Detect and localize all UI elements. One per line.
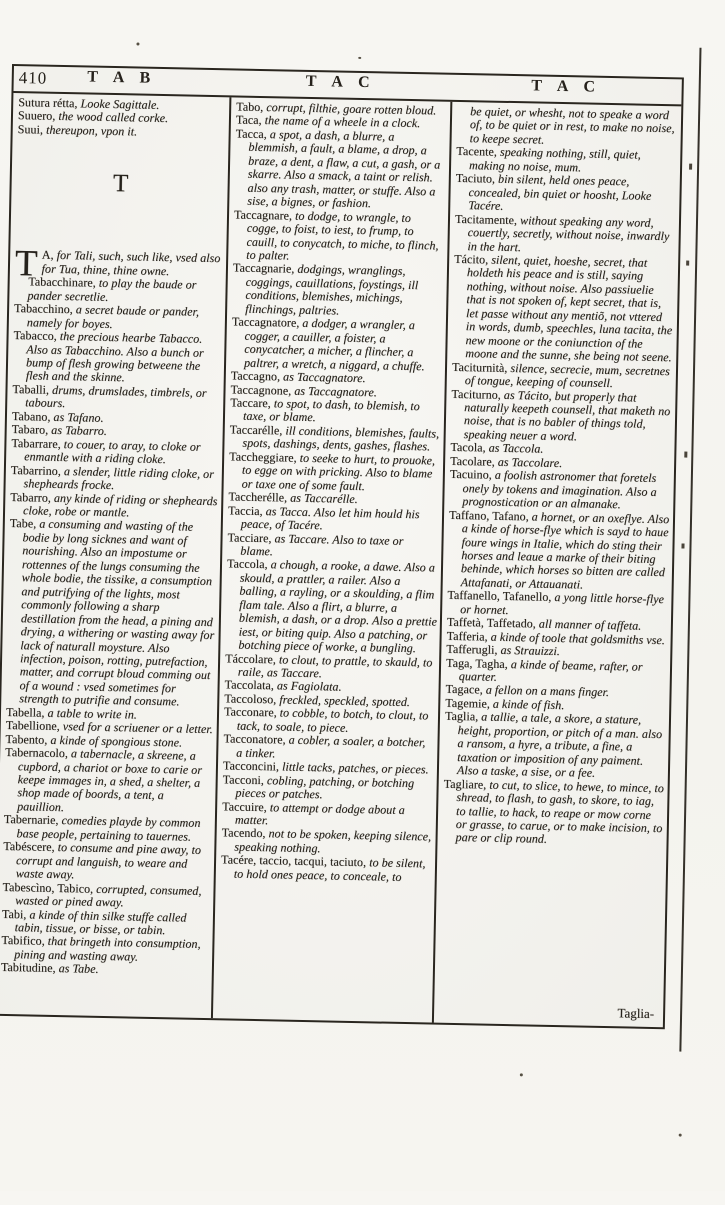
entry-headword: Tagace, xyxy=(445,682,486,698)
margin-mark xyxy=(686,261,689,266)
entry-headword: Taccagnare, xyxy=(233,207,296,223)
entry-headword: Sutura rétta, xyxy=(18,95,81,111)
entry-definition: vsed for a scriuener or a letter. xyxy=(62,719,213,737)
entry-headword: Taccola, xyxy=(226,556,271,572)
entry-headword: Tabellione, xyxy=(5,718,63,734)
entry-definition: a slender, little riding cloke, or shepheards frocke. xyxy=(23,463,215,493)
entry-definition: to seeke to hurt, to prouoke, to egge on with pricking. Also to blame or taxe one of some fault. xyxy=(241,450,436,493)
entry-headword: Taccagno, xyxy=(230,368,284,384)
entry-definition: Looke Sagittale. xyxy=(80,96,160,112)
entry-headword: Taga, Tagha, xyxy=(445,655,511,671)
entry-definition: a spot, a dash, a blurre, a blemmish, a fault, a blame, a drop, a braze, a dent, a flaw, a cut, a gash, or a skarre. Also a smack, a taint or relish. also any trash, matter, or stuffe. Also a sise, a bignes, or fashion. xyxy=(247,127,441,211)
entry-headword: Tacconcini, xyxy=(222,758,283,774)
entry-headword: Taccagnarie, xyxy=(232,260,298,277)
dictionary-entry xyxy=(442,777,664,849)
entry-headword: Tacére, taccio, tacqui, taciuto, xyxy=(220,852,370,870)
entry-definition: a consuming and wasting of the bodie by long sicknes and want of nourishing. Also an impostume or rottennes of the lungs consuming the whole bodie, the tissike, a consumption and putrifying of the lights, most commonly following a sharp destillation from the head, a pining and drying, a withering or wasting away for lack of naturall moysture. Also infection, poison, rotting, putrefaction, matter, and corrupt bloud comming out of a wound : vsed sometimes for strength to putrifie and consume. xyxy=(19,517,215,709)
entry-definition: the name of a wheele in a clock. xyxy=(264,113,421,131)
entry-headword: Tacconare, xyxy=(223,704,280,720)
entry-definition: a table to write in. xyxy=(47,705,138,722)
section-letter: T xyxy=(112,170,129,198)
dictionary-entry xyxy=(4,746,213,817)
entry-definition: without speaking any word, couertly, secretly, without noise, inwardly in the hart. xyxy=(467,212,670,254)
entry-definition: comedies playde by common base people, pertaining to tauernes. xyxy=(16,813,201,844)
dictionary-entry xyxy=(225,558,438,656)
entry-headword: Tacconi, xyxy=(222,771,268,787)
entry-definition: silence, secrecie, mum, secretnes of tongue, keeping of counsell. xyxy=(464,360,670,391)
entry-continuation xyxy=(456,105,678,150)
entry-definition: a kinde of thin silke stuffe called tabin, tissue, or bisse, or tabin. xyxy=(14,907,187,938)
entry-headword: Tabitudine, xyxy=(0,960,59,976)
dictionary-entry xyxy=(229,450,441,495)
entry-definition: as Fagiolata. xyxy=(276,678,342,695)
entry-definition: as Tabarro. xyxy=(51,423,108,439)
entry-definition: to cut, to slice, to hewe, to mince, to shread, to flash, to gash, to skore, to iag, to tallie, to hack, to reape or mow corne or grasse, to carue, or to make incision, to pare or clip round. xyxy=(455,777,665,847)
entry-definition: to consume and pine away, to corrupt and languish, to weare and waste away. xyxy=(15,840,202,882)
ink-speck xyxy=(358,57,361,59)
entry-headword: Tabaro, xyxy=(11,422,52,438)
margin-mark xyxy=(689,164,692,170)
entry-definition: as Tafano. xyxy=(53,409,104,425)
page-frame xyxy=(0,64,684,1029)
entry-headword: Suui, xyxy=(17,121,47,137)
entry-headword: Taccarélle, xyxy=(229,422,286,438)
dictionary-entry xyxy=(233,208,445,266)
entry-headword: Tácito, xyxy=(454,251,492,267)
entry-definition: corrupted, consumed, wasted or pined away. xyxy=(15,881,202,910)
entry-headword: Tabacco, xyxy=(13,328,60,344)
entry-headword: Taffano, Tafano, xyxy=(448,507,532,524)
entry-definition: to couer, to aray, to cloke or enmantle with a riding cloke. xyxy=(24,436,201,467)
entry-headword: A, xyxy=(41,247,57,263)
entry-definition: a yong little horse-flye or hornet. xyxy=(460,590,665,617)
dictionary-entry xyxy=(448,508,671,593)
column-1 xyxy=(0,93,229,1018)
entry-definition: to clout, to prattle, to skauld, to raile, as Taccare. xyxy=(237,652,433,681)
entry-definition: a tabernacle, a skreene, a cupbord, a chariot or boxe to carie or keepe immages in, a shed, a shelter, a shop made of boords, a tent, a pauillion. xyxy=(17,746,203,815)
entry-headword: Tabi, xyxy=(1,906,30,922)
entry-definition: as Tácito, but properly that naturally keepeth counsell, that maketh no noise, that is no babler of things told, speaking neuer a word. xyxy=(463,387,671,444)
entry-headword: Tabo, xyxy=(236,99,267,115)
entry-headword: Tacola, xyxy=(450,440,489,455)
entry-definition: a fellon on a mans finger. xyxy=(485,683,610,700)
entry-headword: Taciturno, xyxy=(451,386,505,402)
entry-headword: Taccagnone, xyxy=(230,381,295,398)
entry-definition: a kinde of beame, rafter, or quarter. xyxy=(458,656,643,684)
entry-headword: Tabarrino, xyxy=(10,462,65,478)
catchword: Taglia- xyxy=(617,1005,655,1022)
entry-headword: Taca, xyxy=(235,112,265,128)
entry-headword: Taccuire, xyxy=(222,798,270,814)
entry-headword: Taffetà, Taffetado, xyxy=(446,615,540,631)
entry-headword: Taciuto, xyxy=(455,171,499,187)
entry-headword: Tacolare, xyxy=(450,453,498,469)
entry-definition: the wood called corke. xyxy=(58,109,169,126)
entry-definition: cobling, patching, or botching pieces or patches. xyxy=(235,772,415,802)
entry-definition: bin silent, held ones peace, concealed, bin quiet or hoosht, Looke Tacére. xyxy=(468,172,652,214)
dictionary-entry xyxy=(6,517,218,709)
entry-headword: Tacciare, xyxy=(227,529,275,545)
entry-definition: a secret baude or pander, namely for boyes. xyxy=(26,302,200,331)
running-head-tac-1: T A C xyxy=(305,72,376,92)
entry-definition: little tacks, patches, or pieces. xyxy=(281,759,429,777)
entry-definition: a kinde of spongious stone. xyxy=(50,732,183,750)
dictionary-entry xyxy=(449,468,671,513)
entry-definition: a hornet, or an oxeflye. Also a kinde of horse-flye which is sayd to haue foure wings in Italie, which do sting their horses and leaue a marke of their biting behinde, which horses so bitten are called Attafanati, or Attauanati. xyxy=(460,509,670,592)
entry-headword: Tabéscere, xyxy=(3,839,58,855)
entry-headword: Tabarro, xyxy=(10,489,55,505)
entry-definition: as Taccare. Also to taxe or blame. xyxy=(240,530,404,559)
entry-headword: Tabarrare, xyxy=(11,435,64,451)
entry-definition: a foolish astronomer that foretels onely by tokens and imagination. Also a prognostication or an almanake. xyxy=(462,467,657,512)
running-head-tac-2: T A C xyxy=(531,77,602,96)
entry-headword: Taccheggiare, xyxy=(229,449,300,465)
entry-definition: as Taccolare. xyxy=(497,454,563,470)
entry-headword: Tabe, xyxy=(9,516,40,532)
entry-headword: Tabella, xyxy=(5,704,48,720)
entry-headword: Tafferugli, xyxy=(446,641,501,658)
entry-headword: Taccia, xyxy=(227,502,266,518)
entry-definition: as Tabe. xyxy=(58,961,99,977)
entry-headword: Tagliare, xyxy=(443,776,490,792)
entry-headword: Tabifico, xyxy=(1,933,48,949)
dictionary-entry xyxy=(452,253,675,365)
entry-headword: Suuero, xyxy=(17,108,59,124)
entry-definition: a kinde of toole that goldsmiths vse. xyxy=(490,629,666,647)
dictionary-entry xyxy=(231,316,443,374)
entry-headword: Tabacchino, xyxy=(13,301,77,317)
entry-definition: to cobble, to botch, to clout, to tack, to soale, to piece. xyxy=(236,705,429,735)
entry-definition: corrupt, filthie, goare rotten bloud. xyxy=(266,100,437,118)
dictionary-entry xyxy=(3,840,212,885)
entry-definition: to attempt or dodge about a matter. xyxy=(234,799,405,828)
entry-headword: Taccolata, xyxy=(224,677,278,693)
entry-definition: as Taccola. xyxy=(488,440,544,457)
entry-headword: Taglia, xyxy=(444,709,482,724)
dictionary-entry xyxy=(13,329,222,387)
margin-mark xyxy=(681,543,684,548)
entry-definition: thereupon, vpon it. xyxy=(45,122,138,139)
entry-headword: Tabernarie, xyxy=(3,812,62,828)
dictionary-entry xyxy=(455,172,677,217)
dictionary-entry xyxy=(454,213,676,258)
entry-headword: Taciturnità, xyxy=(451,359,511,375)
entry-headword: Tacca, xyxy=(235,126,270,142)
entry-definition: be quiet, or whesht, not to speake a word of, to be quiet or in rest, to make no noise, to keepe secret. xyxy=(469,104,675,147)
entry-definition: a chough, a rooke, a dawe. Also a skould, a prattler, a railer. Also a balling, a rayling, or a skoulding, a flim flam tale. Also a flirt, a blurre, a blemish, a dash, or a drop. Also a prettie iest, or biting quip. Also a patching, or botching piece of worke, a bungling. xyxy=(238,557,438,656)
entry-headword: Taffanello, Tafanello, xyxy=(447,588,555,605)
entry-headword: Taccagnatore, xyxy=(231,314,303,331)
column-2 xyxy=(213,97,450,1022)
entry-headword: Taccare, xyxy=(230,395,275,411)
entry-headword: Tabescìno, Tabico, xyxy=(2,879,97,896)
entry-definition: to be silent, to hold ones peace, to conceale, to xyxy=(233,855,426,884)
column-3 xyxy=(434,102,681,1027)
entry-headword: Taccherélle, xyxy=(228,489,291,505)
entry-definition: to spot, to dash, to blemish, to taxe, or blame. xyxy=(242,396,420,425)
entry-definition: freckled, speckled, spotted. xyxy=(279,692,411,710)
dictionary-entry xyxy=(1,961,209,979)
entry-definition: a cobler, a soaler, a botcher, a tinker. xyxy=(236,732,426,761)
entry-definition: a kinde of fish. xyxy=(492,696,565,713)
page-edge-line xyxy=(679,48,701,1052)
entry-definition: as Taccagnatore. xyxy=(294,383,378,399)
entry-definition: to play the baude or pander secretlie. xyxy=(27,276,197,304)
dictionary-entry xyxy=(232,262,444,320)
page-number: 410 xyxy=(18,68,48,88)
drop-cap-letter: T xyxy=(14,243,39,285)
entry-headword: Tagemie, xyxy=(445,695,494,711)
entry-definition: dodgings, wranglings, coggings, cauillations, foystings, ill conditions, blemishes, michings, flinchings, paltries. xyxy=(245,262,419,318)
dictionary-entry xyxy=(234,127,447,212)
entry-headword: Táccolare, xyxy=(225,650,280,667)
entry-definition: a tallie, a tale, a skore, a stature, height, proportion, or pitch of a man. also a ransom, a hyre, a tribute, a fine, a taxation or imposition of any paiment. Also a taske, a sise, or a fee. xyxy=(456,709,663,781)
entry-headword: Tacente, xyxy=(456,144,501,160)
entry-headword: Tacendo, xyxy=(221,825,269,841)
entry-definition: ill conditions, blemishes, faults, spots, dashings, dents, gashes, flashes. xyxy=(242,423,440,454)
entry-definition: as Taccagnatore. xyxy=(282,369,366,386)
entry-headword: Tabacchinare, xyxy=(28,274,99,291)
dictionary-entry xyxy=(18,123,226,141)
entry-definition: a dodger, a wrangler, a cogger, a cauiller, a foister, a conycatcher, a micher, a flincher, a paltrer, a wretch, a niggard, a chuffe. xyxy=(243,316,425,373)
ink-speck xyxy=(136,42,139,45)
entry-headword: Tabano, xyxy=(11,408,54,424)
entry-definition: any kinde of riding or shepheards cloke, robe or mantle. xyxy=(22,490,218,520)
entry-definition: for Tali, such, such like, vsed also for Tua, thine, thine owne. xyxy=(41,248,221,278)
entry-definition: as Strauizzi. xyxy=(500,643,561,659)
ink-speck xyxy=(520,1073,523,1076)
entry-definition: all manner of taffeta. xyxy=(538,616,642,633)
running-head-tab: T A B xyxy=(87,68,157,87)
entry-definition: not to be spoken, keeping silence, speaking nothing. xyxy=(234,826,432,856)
entry-headword: Tabernacolo, xyxy=(5,745,72,761)
entry-definition: to dodge, to wrangle, to cogge, to foist, to iest, to frump, to cauill, to conycatch, to miche, to flinch, to palter. xyxy=(246,208,439,263)
entry-definition: as Taccarélle. xyxy=(290,490,358,507)
entry-headword: Tabento, xyxy=(5,731,51,747)
dictionary-entry xyxy=(444,710,666,782)
entry-headword: Tacitamente, xyxy=(454,211,521,227)
entry-definition: the precious hearbe Tabacco. Also as Tabacchino. Also a bunch or bump of flesh growing betweene the flesh and the skinne. xyxy=(25,329,204,385)
entry-headword: Taballi, xyxy=(12,381,53,397)
ink-speck xyxy=(679,1134,682,1137)
text-columns xyxy=(0,93,681,1027)
entry-definition: drums, drumslades, timbrels, or tabours. xyxy=(25,382,207,411)
margin-mark xyxy=(684,452,687,458)
dictionary-entry xyxy=(451,387,673,445)
entry-definition: that bringeth into consumption, pining and wasting away. xyxy=(14,934,201,964)
entry-headword: Tacconatore, xyxy=(223,731,289,747)
dictionary-entry xyxy=(221,854,432,885)
entry-headword: Taccoloso, xyxy=(224,691,280,707)
entry-headword: Tafferia, xyxy=(446,628,491,644)
entry-definition: as Tacca. Also let him hould his peace, of Tacére. xyxy=(240,503,420,533)
entry-headword: Tacuino, xyxy=(449,467,495,482)
entry-definition: silent, quiet, hoeshe, secret, that holdeth his peace and is still, saying nothing, without noise. Also passiuelie that is not spoken of, kept secret, that is, let passe without any mentiõ, not vttered in words, dumb, speechles, luna tacita, the new moone or the coniunction of the moone and the sunne, she being not seene. xyxy=(465,252,673,365)
entry-definition: speaking nothing, still, quiet, making no noise, mum. xyxy=(468,145,641,175)
